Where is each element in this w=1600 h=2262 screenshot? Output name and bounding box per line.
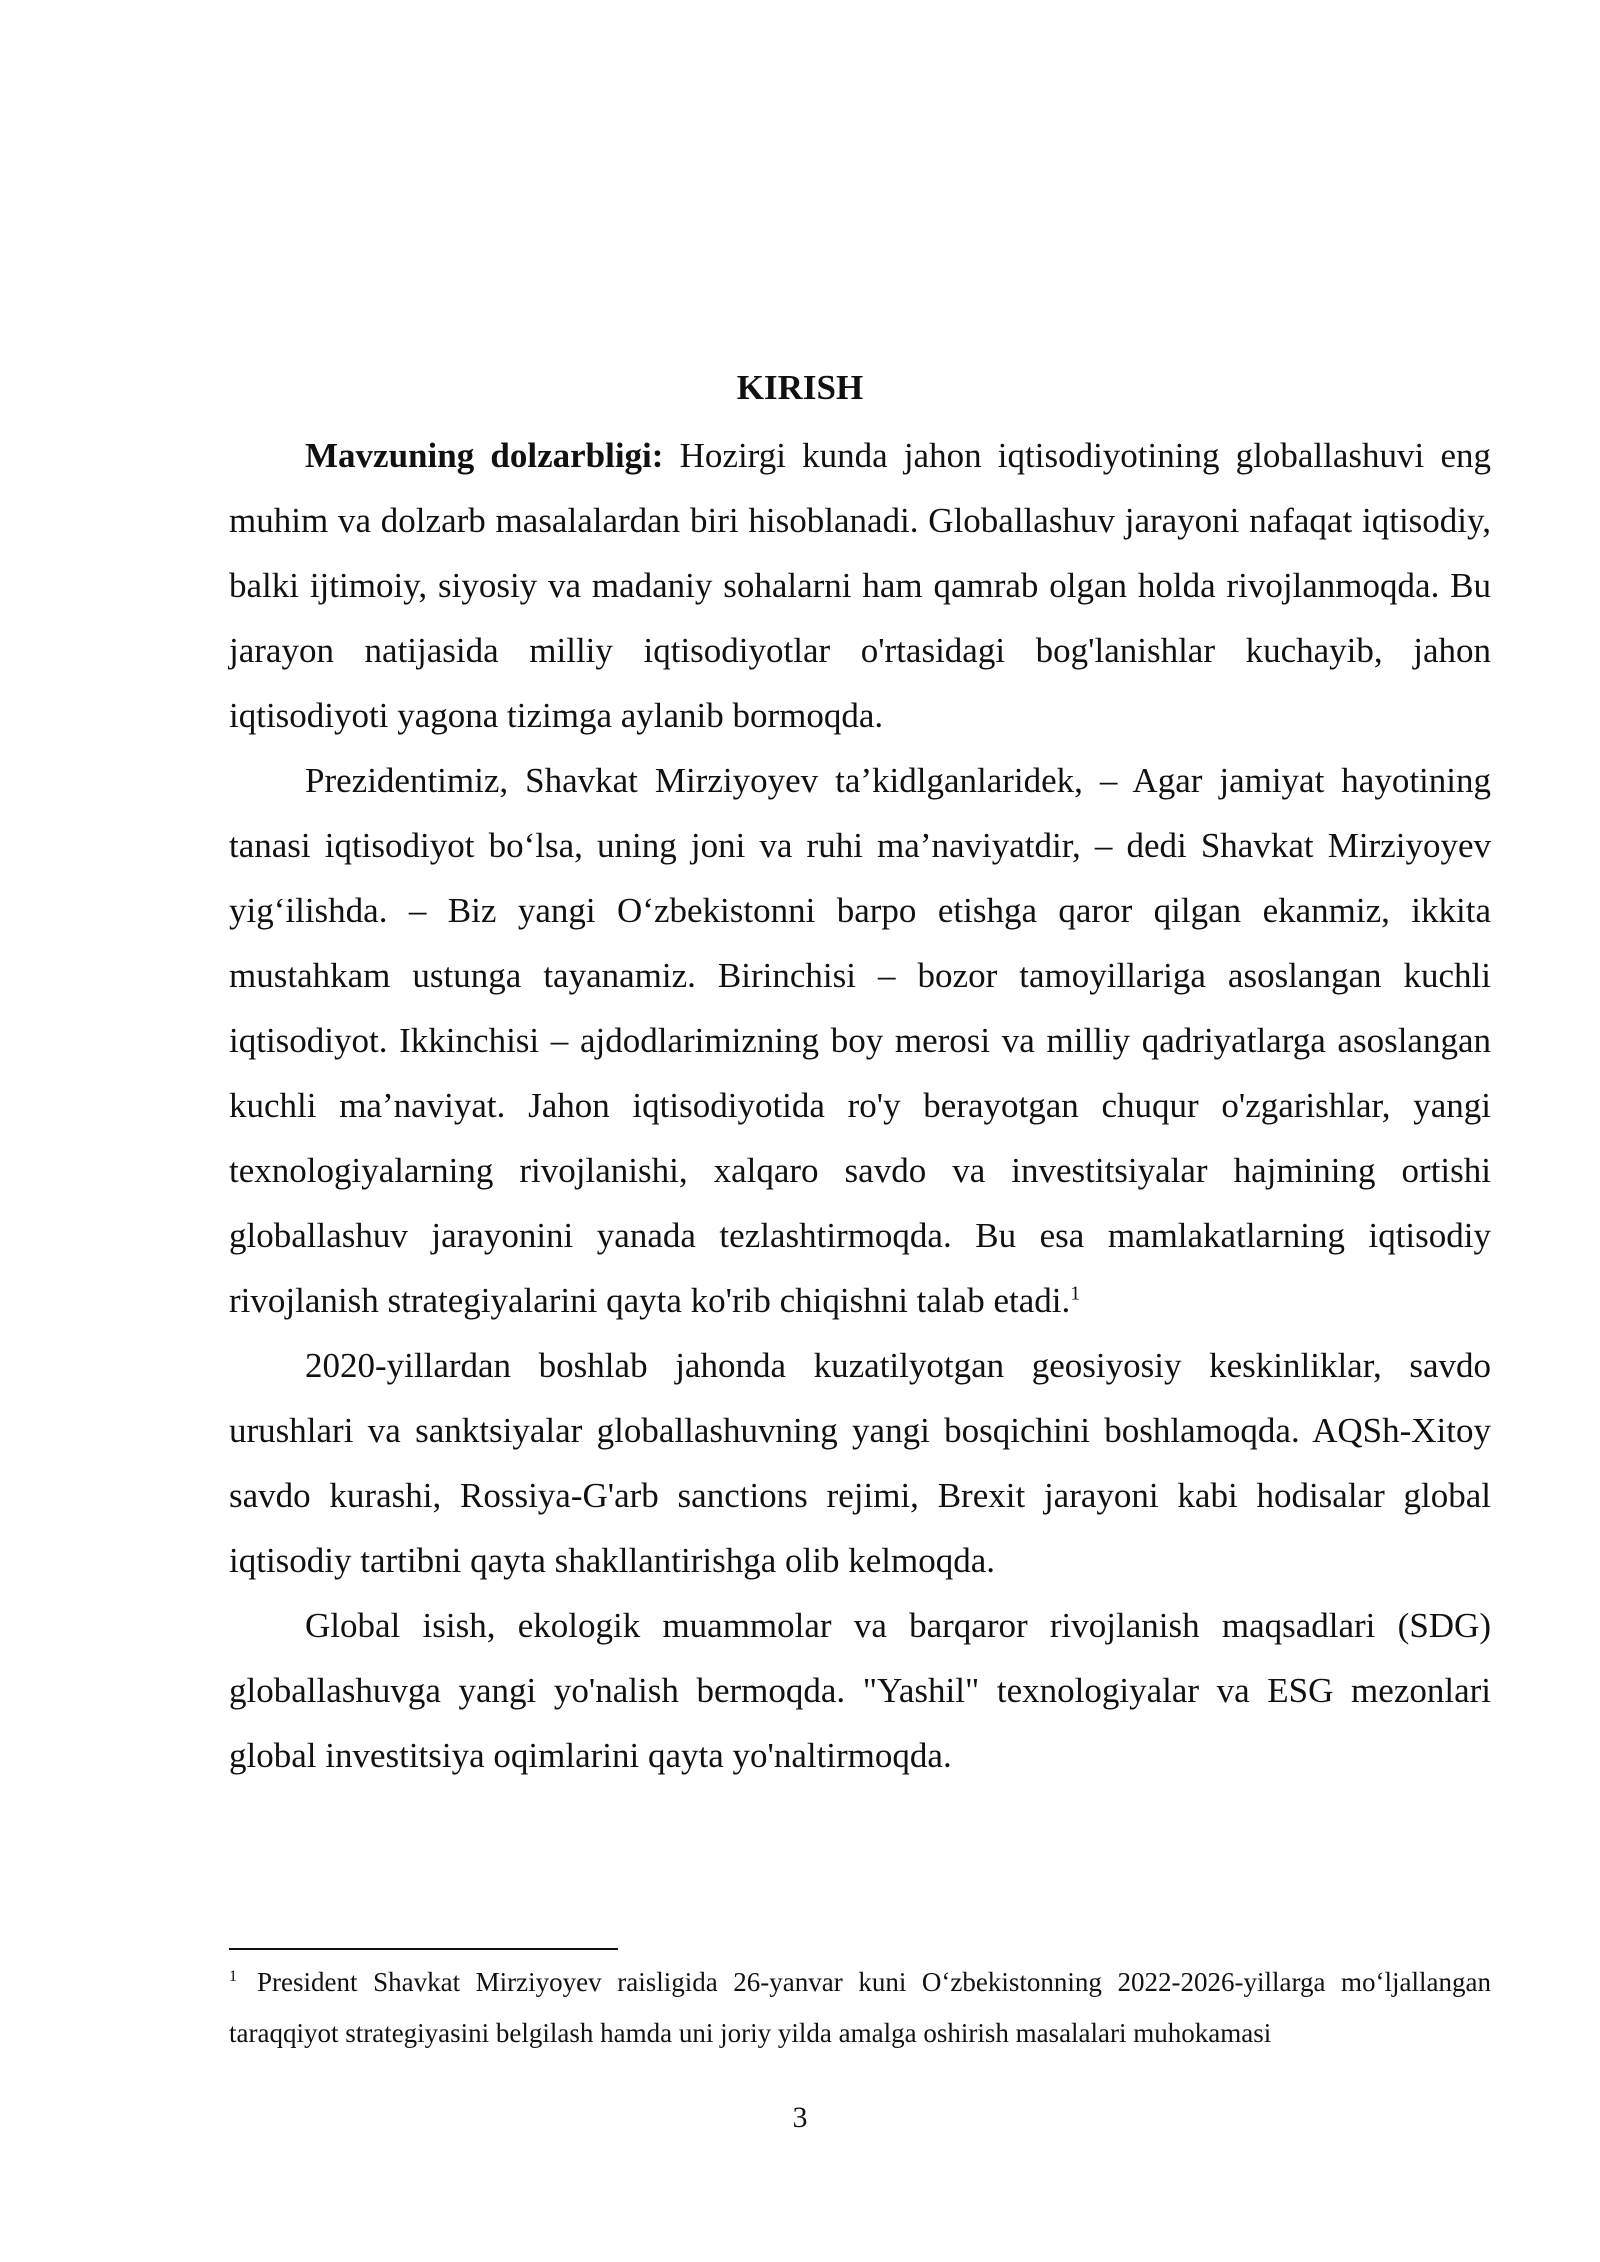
section-heading: KIRISH [736, 368, 864, 407]
paragraph-text: Global isish, ekologik muammolar va barqaror rivojlanish maqsadlari (SDG) globallashuvga yangi yo'nalish bermoqda. "Yashil" texnologiyalar va ESG mezonlari global investitsiya oqimlarini qayta yo'naltirmoqda. [229, 1606, 1491, 1775]
paragraph-text: 2020-yillardan boshlab jahonda kuzatilyotgan geosiyosiy keskinliklar, savdo urushlari va sanktsiyalar globallashuvning yangi bosqichini boshlamoqda. AQSh-Xitoy savdo kurashi, Rossiya-G'arb sanctions rejimi, Brexit jarayoni kabi hodisalar global iqtisodiy tartibni qayta shakllantirishga olib kelmoqda. [229, 1346, 1491, 1580]
footnote [229, 1957, 1491, 2059]
paragraph-lead-label: Mavzuning dolzarbligi: [305, 436, 664, 475]
paragraph-text: Prezidentimiz, Shavkat Mirziyoyev ta’kidlganlaridek, – Agar jamiyat hayotining tanasi iqtisodiyot bo‘lsa, uning joni va ruhi ma’naviyatdir, – dedi Shavkat Mirziyoyev yig‘ilishda. – Biz yangi O‘zbekistonni barpo etishga qaror qilgan ekanmiz, ikkita mustahkam ustunga tayanamiz. Birinchisi – bozor tamoyillariga asoslangan kuchli iqtisodiyot. Ikkinchisi – ajdodlarimizning boy merosi va milliy qadriyatlarga asoslangan kuchli ma’naviyat. Jahon iqtisodiyotida ro'y berayotgan chuqur o'zgarishlar, yangi texnologiyalarning rivojlanishi, xalqaro savdo va investitsiyalar hajmining ortishi globallashuv jarayonini yanada tezlashtirmoqda. Bu esa mamlakatlarning iqtisodiy rivojlanish strategiyalarini qayta ko'rib chiqishni talab etadi. [229, 761, 1491, 1320]
paragraph-sustainability [229, 1593, 1491, 1788]
body-text [229, 423, 1491, 1788]
paragraph-geopolitics [229, 1333, 1491, 1593]
paragraph-relevance [229, 423, 1491, 748]
footnote-text: President Shavkat Mirziyoyev raisligida 26-yanvar kuni O‘zbekistonning 2022-2026-yillarga mo‘ljallangan taraqqiyot strategiyasini belgilash hamda uni joriy yilda amalga oshirish masalalari muhokamasi [229, 1967, 1491, 2048]
paragraph-president-quote [229, 748, 1491, 1333]
footnote-marker: 1 [229, 1968, 237, 1985]
footnote-reference[interactable]: 1 [1070, 1282, 1081, 1305]
footnote-separator [229, 1948, 618, 1950]
page-number: 3 [792, 2101, 808, 2134]
paragraph-text: Hozirgi kunda jahon iqtisodiyotining globallashuvi eng muhim va dolzarb masalalardan biri hisoblanadi. Globallashuv jarayoni nafaqat iqtisodiy, balki ijtimoiy, siyosiy va madaniy sohalarni ham qamrab olgan holda rivojlanmoqda. Bu jarayon natijasida milliy iqtisodiyotlar o'rtasidagi bog'lanishlar kuchayib, jahon iqtisodiyoti yagona tizimga aylanib bormoqda. [229, 436, 1491, 735]
